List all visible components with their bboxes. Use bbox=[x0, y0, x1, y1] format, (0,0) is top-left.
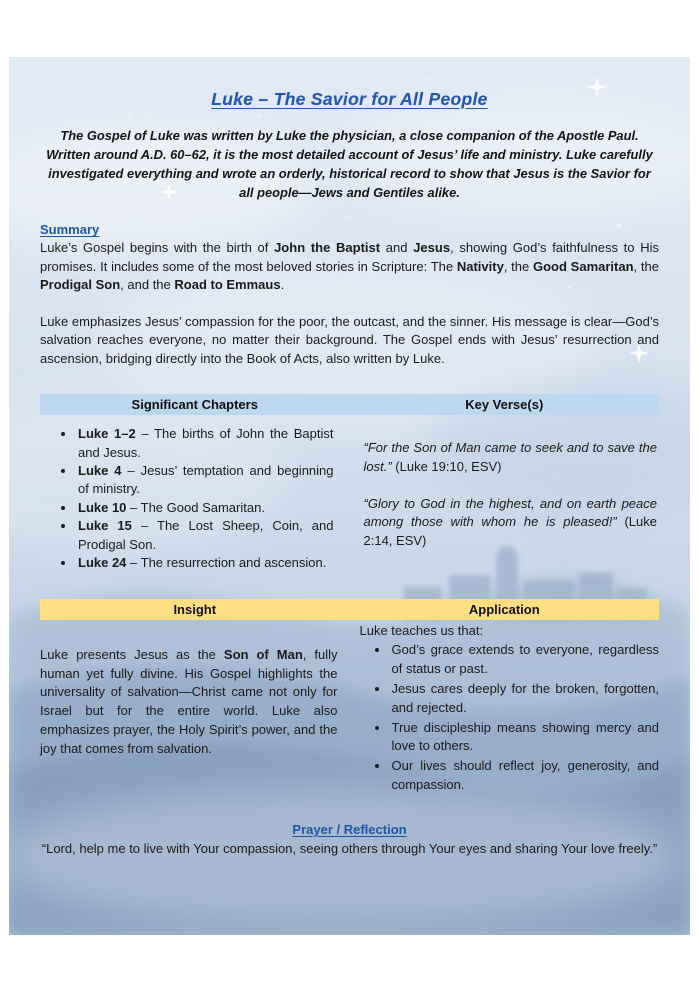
insight-header: Insight bbox=[40, 599, 350, 620]
prayer-section bbox=[40, 822, 659, 858]
verse-citation: (Luke 2:14, ESV) bbox=[363, 514, 657, 548]
chapter-desc: – The births of John the Baptist and Jesus. bbox=[78, 426, 334, 460]
chapter-ref: Luke 10 bbox=[78, 499, 127, 515]
chapter-item bbox=[76, 425, 334, 462]
chapter-list bbox=[46, 425, 334, 573]
chapter-ref: Luke 1–2 bbox=[78, 426, 136, 442]
application-item: • Jesus cares deeply for the broken, forgotten, and rejected. bbox=[390, 680, 660, 718]
document-content bbox=[9, 57, 690, 935]
page-title: Luke – The Savior for All People bbox=[211, 89, 488, 109]
application-item: • God’s grace extends to everyone, regardless of status or past. bbox=[390, 641, 660, 679]
application-item: • Our lives should reflect joy, generosity, and compassion. bbox=[390, 757, 660, 795]
prayer-text: “Lord, help me to live with Your compassion, seeing others through Your eyes and sharing Your love freely.” bbox=[41, 840, 658, 856]
chapter-item bbox=[76, 462, 334, 499]
insight-table-header bbox=[40, 599, 659, 620]
insight-table bbox=[40, 599, 659, 796]
verse-text: “Glory to God in the highest, and on earth peace among those with whom he is pleased!” bbox=[363, 496, 657, 530]
intro-paragraph: The Gospel of Luke was written by Luke the physician, a close companion of the Apostle Paul. Written around A.D. 60–62, it is the most detailed account of Jesus’ life and ministry. Luke carefully investigated everything and wrote an orderly, historical record to show that Jesus is the Savior for all people—Jews and Gentiles alike. bbox=[46, 128, 653, 201]
chapter-desc: – Jesus’ temptation and beginning of ministry. bbox=[78, 463, 334, 497]
chapter-desc: – The Good Samaritan. bbox=[126, 499, 265, 515]
application-list bbox=[360, 641, 660, 795]
verse-quote bbox=[364, 439, 658, 476]
verses-cell bbox=[350, 415, 660, 573]
application-item: • True discipleship means showing mercy and love to others. bbox=[390, 719, 660, 757]
verse-quote bbox=[364, 495, 658, 550]
chapter-desc: – The Lost Sheep, Coin, and Prodigal Son. bbox=[78, 518, 334, 552]
chapter-desc: – The resurrection and ascension. bbox=[126, 555, 327, 571]
chapters-table-header bbox=[40, 394, 659, 415]
chapters-table-body bbox=[40, 415, 659, 573]
chapter-item bbox=[76, 499, 334, 517]
summary-paragraph-1: Luke’s Gospel begins with the birth of John the Baptist and Jesus, showing God’s faithfulness to His promises. It includes some of the most beloved stories in Scripture: The Nativity, the Good Samaritan, the Prodigal Son, and the Road to Emmaus. bbox=[40, 240, 659, 293]
chapter-item bbox=[76, 517, 334, 554]
summary-paragraph-2: Luke emphasizes Jesus’ compassion for the poor, the outcast, and the sinner. His message is clear—God’s salvation reaches everyone, no matter their background. The Gospel ends with Jesus’ resurrection and ascension, bridging directly into the Book of Acts, also written by Luke. bbox=[40, 313, 659, 366]
chapter-ref: Luke 24 bbox=[78, 555, 127, 571]
chapters-cell bbox=[40, 415, 350, 573]
significant-chapters-header: Significant Chapters bbox=[40, 394, 350, 415]
chapter-item bbox=[76, 554, 334, 572]
chapter-ref: Luke 4 bbox=[78, 463, 122, 478]
application-intro: Luke teaches us that: bbox=[359, 622, 484, 638]
key-verses-header: Key Verse(s) bbox=[350, 394, 660, 415]
chapter-ref: Luke 15 bbox=[78, 518, 132, 534]
document-sheet bbox=[9, 57, 690, 935]
insight-paragraph: Luke presents Jesus as the Son of Man, fully human yet fully divine. His Gospel highlights the universality of salvation—Christ came not only for Israel but for the entire world. Luke also emphasizes prayer, the Holy Spirit’s power, and the joy that comes from salvation. bbox=[40, 646, 338, 756]
chapters-table bbox=[40, 394, 659, 573]
verse-citation: (Luke 19:10, ESV) bbox=[391, 458, 502, 474]
insight-cell bbox=[40, 620, 350, 796]
application-cell bbox=[350, 620, 660, 796]
summary-heading: Summary bbox=[40, 222, 100, 238]
prayer-heading: Prayer / Reflection bbox=[292, 821, 407, 837]
application-header: Application bbox=[350, 599, 660, 620]
verse-text: “For the Son of Man came to seek and to save the lost.” bbox=[363, 440, 657, 474]
insight-table-body bbox=[40, 620, 659, 796]
